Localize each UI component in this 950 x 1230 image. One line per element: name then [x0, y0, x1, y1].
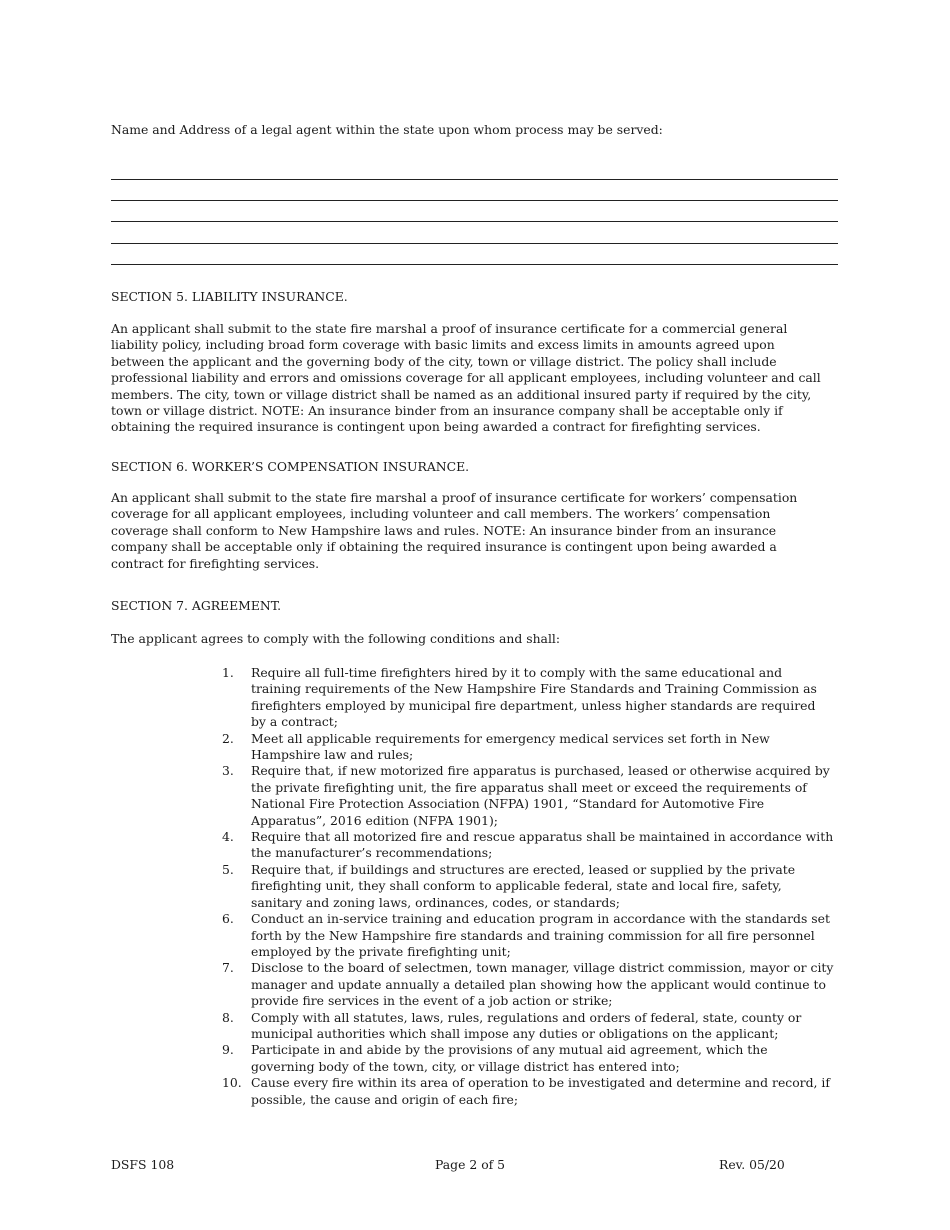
list-item-number: 5.	[222, 861, 234, 877]
list-item-number: 6.	[222, 911, 234, 927]
section6-heading: SECTION 6. WORKER’S COMPENSATION INSURANCE.	[111, 459, 470, 474]
list-item-number: 8.	[222, 1009, 234, 1025]
list-item	[222, 960, 834, 1009]
agent-line-2[interactable]	[111, 200, 838, 201]
list-item-number: 9.	[222, 1042, 234, 1058]
section6-body: An applicant shall submit to the state fire marshal a proof of insurance certificate for workers’ compensation coverage for all applicant employees, including volunteer and call members. The workers’ compensation coverage shall conform to New Hampshire laws and rules. NOTE: An insurance binder from an insurance company shall be acceptable only if obtaining the required insurance is contingent upon being awarded a contract for firefighting services.	[111, 490, 798, 571]
section7-intro: The applicant agrees to comply with the following conditions and shall:	[111, 631, 561, 646]
agent-line-4[interactable]	[111, 243, 838, 244]
list-item-number: 3.	[222, 763, 234, 779]
agent-prompt: Name and Address of a legal agent within the state upon whom process may be served:	[111, 122, 663, 137]
list-item-number: 1.	[222, 665, 234, 680]
list-item	[222, 665, 834, 731]
section5-heading: SECTION 5. LIABILITY INSURANCE.	[111, 289, 348, 304]
list-item	[222, 763, 834, 829]
list-item-number: 10.	[222, 1075, 242, 1091]
list-item	[222, 731, 834, 764]
section5-body: An applicant shall submit to the state fire marshal a proof of insurance certificate for a commercial general liability policy, including broad form coverage with basic limits and excess limits in amounts agreed upon between the applicant and the governing body of the city, town or village district. The policy shall include professional liability and errors and omissions coverage for all applicant employees, including volunteer and call members. The city, town or village district shall be named as an additional insured party if required by the city, town or village district. NOTE: An insurance binder from an insurance company shall be acceptable only if obtaining the required insurance is contingent upon being awarded a contract for firefighting services.	[111, 321, 821, 435]
list-item	[222, 829, 834, 862]
list-item-number: 7.	[222, 960, 234, 976]
list-item-text: Conduct an in-service training and education program in accordance with the standards set forth by the New Hampshire fire standards and training commission for all fire personnel employed by the private firefighting unit;	[251, 911, 830, 959]
agent-line-3[interactable]	[111, 221, 838, 222]
list-item-number: 4.	[222, 829, 234, 845]
footer-page-number: Page 2 of 5	[435, 1157, 506, 1172]
footer-revision: Rev. 05/20	[719, 1157, 785, 1172]
agent-line-1[interactable]	[111, 179, 838, 180]
agent-line-5[interactable]	[111, 264, 838, 265]
list-item	[222, 911, 834, 960]
list-item-text: Comply with all statutes, laws, rules, regulations and orders of federal, state, county or municipal authorities which shall impose any duties or obligations on the applicant;	[251, 1009, 802, 1041]
list-item-text: Require all full-time firefighters hired by it to comply with the same educational and training requirements of the New Hampshire Fire Standards and Training Commission as firefighters employed by municipal fire department, unless higher standards are required by a contract;	[251, 665, 817, 730]
list-item	[222, 1075, 834, 1108]
list-item	[222, 1010, 834, 1043]
list-item-text: Disclose to the board of selectmen, town manager, village district commission, mayor or city manager and update annually a detailed plan showing how the applicant would continue to provide fire services in the event of a job action or strike;	[251, 960, 834, 1009]
section7-heading: SECTION 7. AGREEMENT.	[111, 598, 282, 613]
list-item-number: 2.	[222, 730, 234, 746]
list-item	[222, 1042, 834, 1075]
list-item	[222, 862, 834, 911]
list-item-text: Participate in and abide by the provisions of any mutual aid agreement, which the governing body of the town, city, or village district has entered into;	[251, 1042, 768, 1074]
list-item-text: Require that, if buildings and structures are erected, leased or supplied by the private firefighting unit, they shall conform to applicable federal, state and local fire, safety, sanitary and zoning laws, ordinances, codes, or standards;	[251, 861, 796, 910]
list-item-text: Meet all applicable requirements for emergency medical services set forth in New Hampshire law and rules;	[251, 730, 770, 763]
list-item-text: Cause every fire within its area of operation to be investigated and determine and record, if possible, the cause and origin of each fire;	[251, 1075, 830, 1107]
list-item-text: Require that all motorized fire and rescue apparatus shall be maintained in accordance with the manufacturer’s recommendations;	[251, 829, 834, 861]
footer-form-id: DSFS 108	[111, 1157, 175, 1172]
list-item-text: Require that, if new motorized fire apparatus is purchased, leased or otherwise acquired by the private firefighting unit, the fire apparatus shall meet or exceed the requirements of National Fire Protection Association (NFPA) 1901, “Standard for Automotive Fire Apparatus”, 2016 edition (NFPA 1901);	[251, 763, 830, 828]
agreement-list	[222, 665, 834, 1108]
